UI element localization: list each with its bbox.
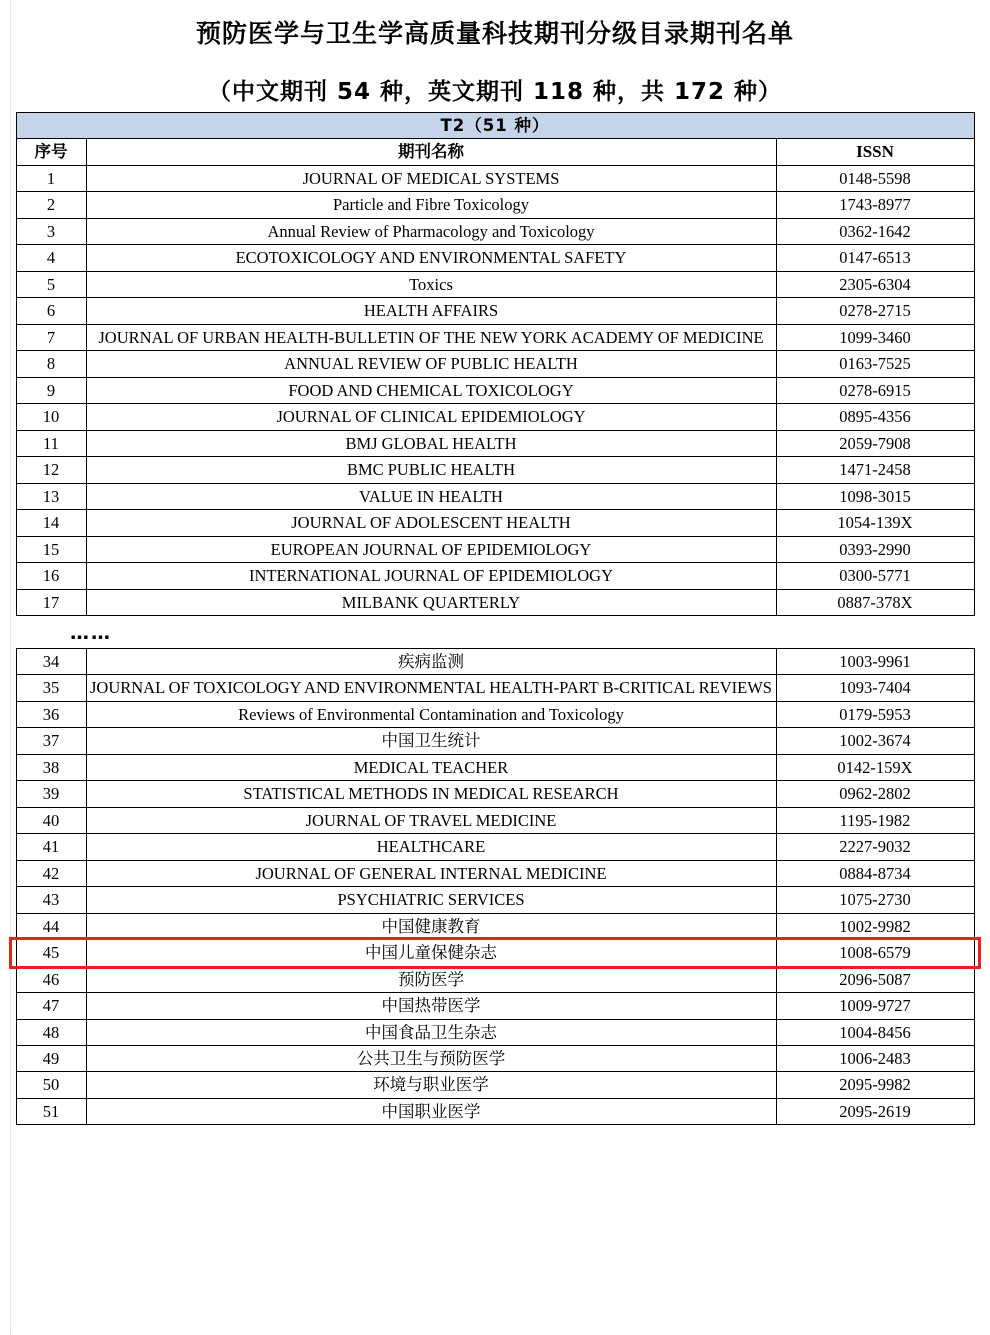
journal-name: 预防医学 (86, 966, 776, 992)
journal-issn: 2227-9032 (776, 834, 974, 860)
journal-issn: 1075-2730 (776, 887, 974, 913)
table-row (16, 993, 974, 1019)
row-number: 17 (16, 589, 86, 615)
row-number: 51 (16, 1098, 86, 1124)
table-row (16, 1019, 974, 1045)
journal-table-top (16, 112, 975, 616)
journal-issn: 1006-2483 (776, 1046, 974, 1072)
journal-name: FOOD AND CHEMICAL TOXICOLOGY (86, 377, 776, 403)
journal-name: Particle and Fibre Toxicology (86, 192, 776, 218)
journal-name: 中国健康教育 (86, 913, 776, 939)
table-row (16, 166, 974, 192)
table-row (16, 351, 974, 377)
table-row (16, 754, 974, 780)
table-row (16, 1098, 974, 1124)
row-number: 39 (16, 781, 86, 807)
journal-name: Reviews of Environmental Contamination and Toxicology (86, 701, 776, 727)
row-number: 1 (16, 166, 86, 192)
journal-name: BMJ GLOBAL HEALTH (86, 430, 776, 456)
row-number: 36 (16, 701, 86, 727)
table-row (16, 1046, 974, 1072)
journal-issn: 0142-159X (776, 754, 974, 780)
row-number: 15 (16, 536, 86, 562)
journal-name: JOURNAL OF TRAVEL MEDICINE (86, 807, 776, 833)
journal-issn: 0163-7525 (776, 351, 974, 377)
journal-name: 中国儿童保健杂志 (86, 940, 776, 966)
table-row (16, 457, 974, 483)
table-row (16, 675, 974, 701)
table-row (16, 834, 974, 860)
table-row (16, 510, 974, 536)
journal-name: 疾病监测 (86, 648, 776, 674)
row-number: 48 (16, 1019, 86, 1045)
journal-name: EUROPEAN JOURNAL OF EPIDEMIOLOGY (86, 536, 776, 562)
journal-issn: 1743-8977 (776, 192, 974, 218)
journal-issn: 1009-9727 (776, 993, 974, 1019)
journal-issn: 0179-5953 (776, 701, 974, 727)
journal-issn: 0887-378X (776, 589, 974, 615)
page-subtitle: （中文期刊 54 种，英文期刊 118 种，共 172 种） (207, 78, 783, 105)
journal-issn: 0362-1642 (776, 218, 974, 244)
row-number: 16 (16, 563, 86, 589)
journal-name: 中国卫生统计 (86, 728, 776, 754)
row-number: 44 (16, 913, 86, 939)
table-row (16, 483, 974, 509)
table-row (16, 298, 974, 324)
row-number: 42 (16, 860, 86, 886)
journal-name: VALUE IN HEALTH (86, 483, 776, 509)
column-header-issn: ISSN (776, 138, 974, 165)
journal-issn: 1004-8456 (776, 1019, 974, 1045)
journal-name: 中国热带医学 (86, 993, 776, 1019)
row-number: 35 (16, 675, 86, 701)
journal-issn: 2096-5087 (776, 966, 974, 992)
row-number: 10 (16, 404, 86, 430)
row-number: 38 (16, 754, 86, 780)
row-number: 11 (16, 430, 86, 456)
table-row (16, 940, 974, 966)
table-row (16, 377, 974, 403)
section-header-label: T2（51 种） (16, 112, 974, 138)
journal-issn: 0148-5598 (776, 166, 974, 192)
table-row (16, 913, 974, 939)
journal-issn: 0147-6513 (776, 245, 974, 271)
journal-issn: 2095-9982 (776, 1072, 974, 1098)
table-row (16, 404, 974, 430)
row-number: 13 (16, 483, 86, 509)
journal-name: HEALTHCARE (86, 834, 776, 860)
journal-name: JOURNAL OF MEDICAL SYSTEMS (86, 166, 776, 192)
row-number: 49 (16, 1046, 86, 1072)
journal-issn: 1002-3674 (776, 728, 974, 754)
journal-issn: 1054-139X (776, 510, 974, 536)
table-row (16, 728, 974, 754)
table-row (16, 966, 974, 992)
table-row (16, 648, 974, 674)
table-row (16, 887, 974, 913)
journal-issn: 1008-6579 (776, 940, 974, 966)
row-number: 46 (16, 966, 86, 992)
journal-name: ANNUAL REVIEW OF PUBLIC HEALTH (86, 351, 776, 377)
table-row (16, 701, 974, 727)
table-row (16, 563, 974, 589)
journal-name: STATISTICAL METHODS IN MEDICAL RESEARCH (86, 781, 776, 807)
row-number: 8 (16, 351, 86, 377)
row-number: 50 (16, 1072, 86, 1098)
journal-issn: 1093-7404 (776, 675, 974, 701)
row-number: 6 (16, 298, 86, 324)
journal-name: 环境与职业医学 (86, 1072, 776, 1098)
journal-table-bottom (16, 648, 975, 1125)
table-row (16, 245, 974, 271)
table-row (16, 218, 974, 244)
journal-name: 中国职业医学 (86, 1098, 776, 1124)
row-number: 12 (16, 457, 86, 483)
journal-name: Toxics (86, 271, 776, 297)
table-row (16, 430, 974, 456)
row-number: 14 (16, 510, 86, 536)
row-number: 47 (16, 993, 86, 1019)
journal-name: 中国食品卫生杂志 (86, 1019, 776, 1045)
column-header-no: 序号 (16, 138, 86, 165)
journal-issn: 2305-6304 (776, 271, 974, 297)
journal-issn: 2059-7908 (776, 430, 974, 456)
journal-issn: 1003-9961 (776, 648, 974, 674)
journal-name: MILBANK QUARTERLY (86, 589, 776, 615)
journal-issn: 0962-2802 (776, 781, 974, 807)
table-row (16, 324, 974, 350)
journal-issn: 0895-4356 (776, 404, 974, 430)
journal-name: BMC PUBLIC HEALTH (86, 457, 776, 483)
column-header-name: 期刊名称 (86, 138, 776, 165)
journal-issn: 1471-2458 (776, 457, 974, 483)
journal-name: JOURNAL OF URBAN HEALTH-BULLETIN OF THE NEW YORK ACADEMY OF MEDICINE (86, 324, 776, 350)
row-number: 45 (16, 940, 86, 966)
journal-issn: 1195-1982 (776, 807, 974, 833)
row-number: 34 (16, 648, 86, 674)
document-title-block (0, 0, 990, 112)
column-header-row (16, 138, 974, 165)
journal-issn: 0884-8734 (776, 860, 974, 886)
journal-issn: 1002-9982 (776, 913, 974, 939)
journal-issn: 0278-2715 (776, 298, 974, 324)
journal-issn: 0278-6915 (776, 377, 974, 403)
table-row (16, 536, 974, 562)
journal-name: INTERNATIONAL JOURNAL OF EPIDEMIOLOGY (86, 563, 776, 589)
journal-issn: 0393-2990 (776, 536, 974, 562)
table-row (16, 781, 974, 807)
journal-name: MEDICAL TEACHER (86, 754, 776, 780)
row-number: 3 (16, 218, 86, 244)
table-row (16, 271, 974, 297)
table-row (16, 860, 974, 886)
journal-name: 公共卫生与预防医学 (86, 1046, 776, 1072)
journal-issn: 2095-2619 (776, 1098, 974, 1124)
journal-name: ECOTOXICOLOGY AND ENVIRONMENTAL SAFETY (86, 245, 776, 271)
page-title: 预防医学与卫生学高质量科技期刊分级目录期刊名单 (195, 19, 794, 48)
row-number: 7 (16, 324, 86, 350)
bottom-table-wrapper (0, 648, 990, 1125)
table-row (16, 807, 974, 833)
journal-name: JOURNAL OF GENERAL INTERNAL MEDICINE (86, 860, 776, 886)
row-number: 4 (16, 245, 86, 271)
ellipsis-separator: …… (70, 621, 112, 644)
table-row (16, 1072, 974, 1098)
row-number: 2 (16, 192, 86, 218)
journal-name: PSYCHIATRIC SERVICES (86, 887, 776, 913)
row-number: 37 (16, 728, 86, 754)
journal-issn: 1098-3015 (776, 483, 974, 509)
table-row (16, 589, 974, 615)
row-number: 41 (16, 834, 86, 860)
journal-name: JOURNAL OF TOXICOLOGY AND ENVIRONMENTAL HEALTH-PART B-CRITICAL REVIEWS (86, 675, 776, 701)
journal-name: JOURNAL OF ADOLESCENT HEALTH (86, 510, 776, 536)
journal-name: Annual Review of Pharmacology and Toxicology (86, 218, 776, 244)
row-number: 40 (16, 807, 86, 833)
row-number: 5 (16, 271, 86, 297)
section-header-row (16, 112, 974, 138)
row-number: 43 (16, 887, 86, 913)
journal-name: HEALTH AFFAIRS (86, 298, 776, 324)
journal-name: JOURNAL OF CLINICAL EPIDEMIOLOGY (86, 404, 776, 430)
journal-issn: 0300-5771 (776, 563, 974, 589)
top-table-wrapper (0, 112, 990, 616)
table-row (16, 192, 974, 218)
journal-issn: 1099-3460 (776, 324, 974, 350)
row-number: 9 (16, 377, 86, 403)
